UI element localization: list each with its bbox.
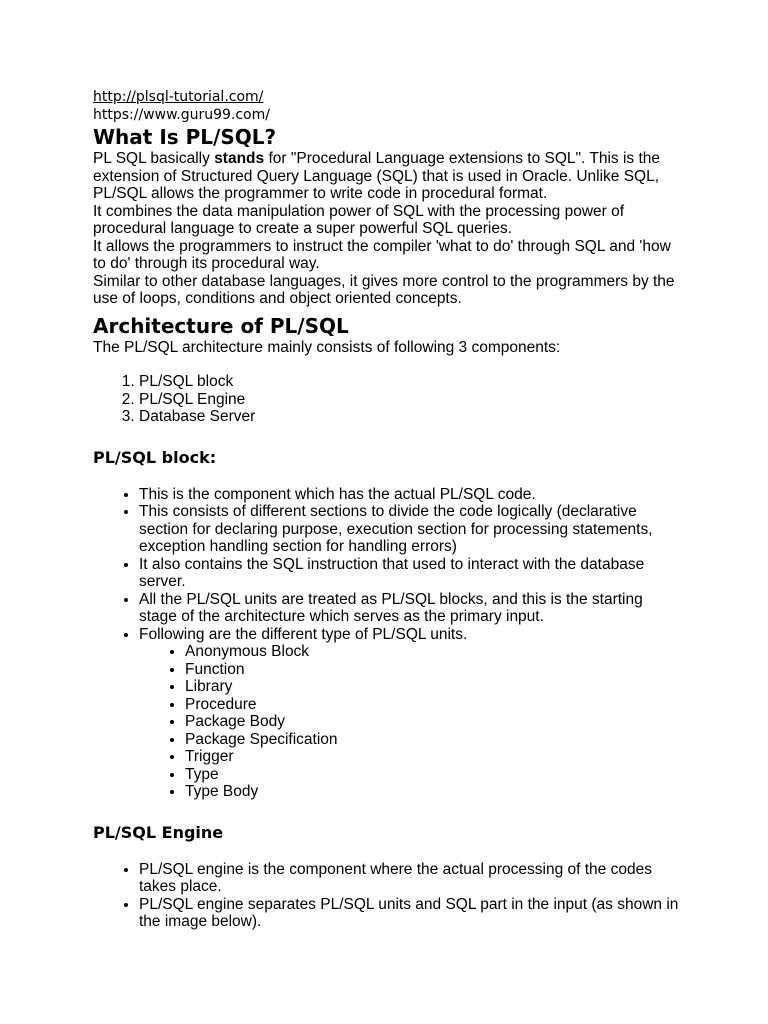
list-item: • Type [185,766,682,784]
list-item: • Function [185,661,682,679]
paragraph-combines: It combines the data manipulation power of SQL with the processing power of procedural language to create a super powerful SQL queries. [93,202,625,237]
list-item: • Procedure [185,696,682,714]
list-item: 2. PL/SQL Engine [139,391,682,409]
list-item: • This is the component which has the actual PL/SQL code. [139,486,682,504]
intro-paragraphs [93,150,682,308]
list-item: 1. PL/SQL block [139,373,682,391]
para1-text-a: PL SQL basically [93,150,215,167]
list-item: • All the PL/SQL units are treated as PL/SQL blocks, and this is the starting stage of the architecture which serves as the primary input. [139,591,682,626]
list-item: • Trigger [185,748,682,766]
list-item: • PL/SQL engine separates PL/SQL units and SQL part in the input (as shown in the image below). [139,896,682,931]
plsql-engine-bullets [93,861,682,931]
architecture-intro: The PL/SQL architecture mainly consists of following 3 components: [93,338,561,356]
list-item: • It also contains the SQL instruction that used to interact with the database server. [139,556,682,591]
heading-what-is-plsql: What Is PL/SQL? [93,125,277,149]
list-item: 3. Database Server [139,408,682,426]
heading-architecture: Architecture of PL/SQL [93,313,349,338]
unit-types-list [139,643,682,801]
list-item: • Package Body [185,713,682,731]
reference-links [93,88,682,124]
paragraph-instruct: It allows the programmers to instruct the compiler 'what to do' through SQL and 'how to do' through its procedural way. [93,237,671,272]
list-item: • PL/SQL engine is the component where the actual processing of the codes takes place. [139,861,682,896]
list-item: • Type Body [185,783,682,801]
paragraph-similar: Similar to other database languages, it gives more control to the programmers by the use of loops, conditions and object oriented concepts. [93,272,675,307]
heading-plsql-block: PL/SQL block: [93,447,217,467]
list-item: • Package Specification [185,731,682,749]
guru99-link: https://www.guru99.com/ [93,107,270,123]
list-item [139,626,682,801]
unit-types-intro: Following are the different type of PL/SQL units. [139,625,468,643]
components-list [93,373,682,426]
plsql-tutorial-link[interactable]: http://plsql-tutorial.com/ [93,89,264,105]
list-item: • This consists of different sections to divide the code logically (declarative section for declaring purpose, execution section for processing statements, exception handling section for handling errors) [139,503,682,556]
heading-plsql-engine: PL/SQL Engine [93,822,224,842]
plsql-block-bullets [93,486,682,801]
list-item: • Library [185,678,682,696]
list-item: • Anonymous Block [185,643,682,661]
para1-text-b: for "Procedural Language extensions to SQL". This is the extension of Structured Query Language (SQL) that is used in Oracle. Unlike SQL, PL/SQL allows the programmer to write code in procedural format. [93,150,661,202]
paragraph-definition [93,150,682,203]
para1-bold-text: stands [214,150,265,167]
